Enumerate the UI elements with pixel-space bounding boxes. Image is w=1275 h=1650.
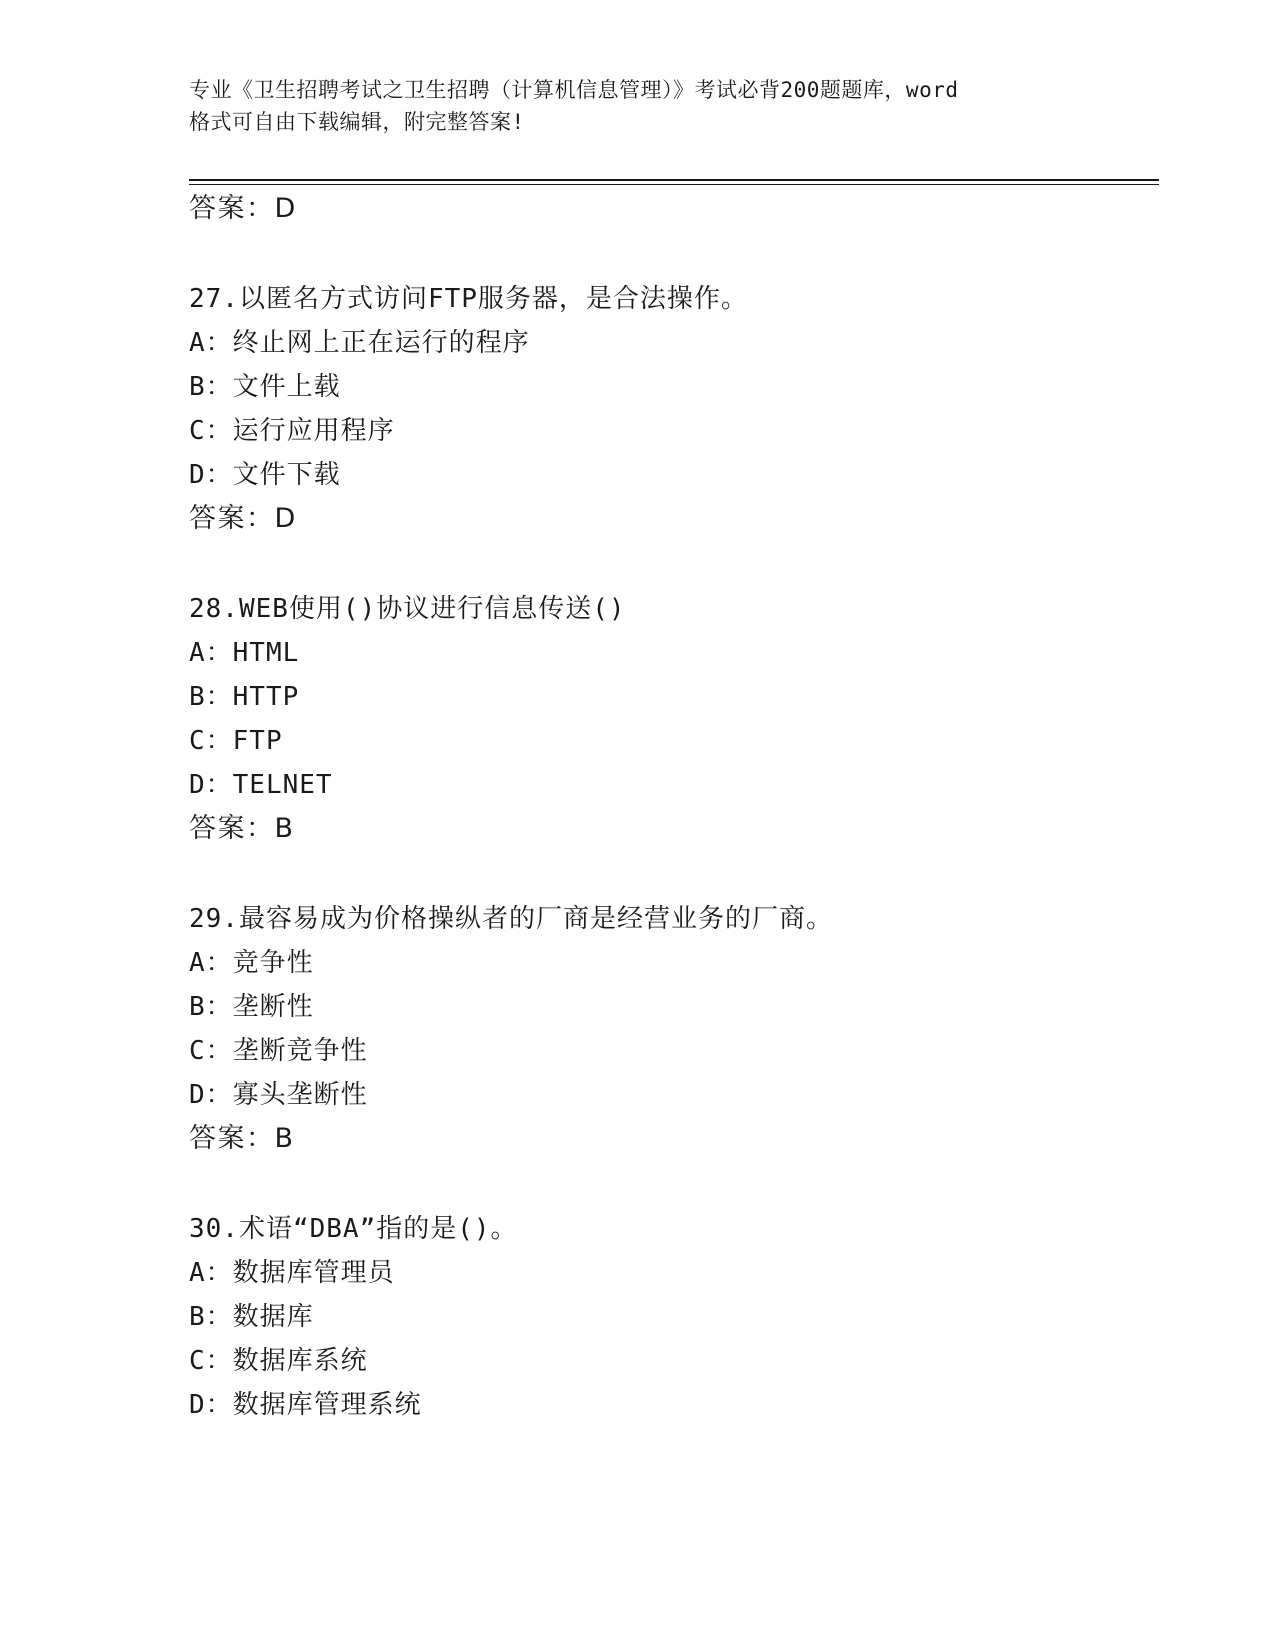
option-27-a: A：终止网上正在运行的程序 [189,328,530,358]
option-30-a: A：数据库管理员 [189,1258,395,1288]
option-29-c: C：垄断竞争性 [189,1036,368,1066]
question-28: 28.WEB使用()协议进行信息传送() [189,594,626,624]
answer-previous: 答案：D [189,193,297,224]
option-29-b: B：垄断性 [189,992,314,1022]
option-30-d: D：数据库管理系统 [189,1390,422,1420]
option-29-a: A：竞争性 [189,948,314,978]
answer-27: 答案：D [189,503,297,534]
header-line-2: 格式可自由下载编辑，附完整答案! [189,110,525,134]
option-28-b: B：HTTP [189,682,300,712]
option-27-c: C：运行应用程序 [189,416,395,446]
option-28-a: A：HTML [189,638,300,668]
option-28-d: D：TELNET [189,770,333,800]
question-27: 27.以匿名方式访问FTP服务器，是合法操作。 [189,284,748,314]
option-30-c: C：数据库系统 [189,1346,368,1376]
answer-28: 答案：B [189,813,295,844]
option-30-b: B：数据库 [189,1302,314,1332]
option-28-c: C：FTP [189,726,283,756]
header-line-1: 专业《卫生招聘考试之卫生招聘（计算机信息管理）》考试必背200题题库，word [189,78,959,102]
header-divider-thick [189,179,1159,181]
option-27-b: B：文件上载 [189,372,341,402]
question-29: 29.最容易成为价格操纵者的厂商是经营业务的厂商。 [189,904,833,934]
header-divider-thin [189,184,1159,185]
question-30: 30.术语“DBA”指的是()。 [189,1214,518,1244]
option-27-d: D：文件下载 [189,460,341,490]
option-29-d: D：寡头垄断性 [189,1080,368,1110]
document-header [189,74,1109,138]
answer-29: 答案：B [189,1123,295,1154]
